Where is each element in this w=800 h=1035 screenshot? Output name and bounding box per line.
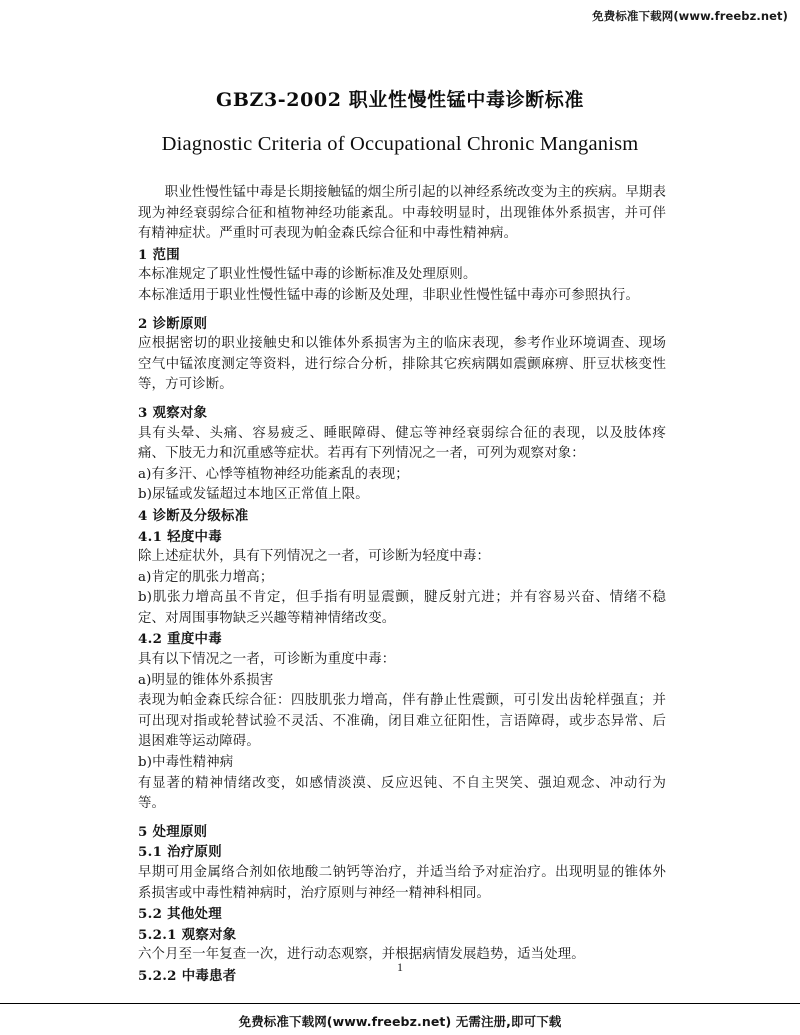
section-3-heading: 3 观察对象: [138, 404, 208, 421]
top-watermark-banner: 免费标准下载网(www.freebz.net): [592, 9, 788, 23]
section-1-heading: 1 范围: [138, 246, 180, 263]
section-1-paragraph-2: 本标准适用于职业性慢性锰中毒的诊断及处理，非职业性慢性锰中毒亦可参照执行。: [138, 287, 640, 303]
section-3-paragraph-1: 具有头晕、头痛、容易疲乏、睡眠障碍、健忘等神经衰弱综合征的表现，以及肢体疼痛、下肢无力和沉重感等症状。若再有下列情况之一者，可列为观察对象：: [138, 425, 666, 462]
section-5-1-heading: 5.1 治疗原则: [138, 844, 222, 861]
section-2-paragraph-1: 应根据密切的职业接触史和以锥体外系损害为主的临床表现，参考作业环境调查、现场空气中锰浓度测定等资料，进行综合分析，排除其它疾病隅如震颤麻痹、肝豆状核变性等，方可诊断。: [138, 336, 666, 393]
section-4-1-item-b: b)肌张力增高虽不肯定，但手指有明显震颤，腱反射亢进；并有容易兴奋、情绪不稳定、对周围事物缺乏兴趣等精神情绪改变。: [138, 590, 666, 626]
section-5-heading: 5 处理原则: [138, 823, 208, 840]
section-5-2-1-paragraph-1: 六个月至一年复查一次，进行动态观察，并根据病情发展趋势，适当处理。: [138, 947, 585, 963]
section-4-2-heading: 4.2 重度中毒: [138, 631, 222, 648]
section-3-item-a: a)有多汗、心悸等植物神经功能紊乱的表现；: [138, 466, 409, 482]
section-5-2-heading: 5.2 其他处理: [138, 906, 222, 923]
title-block: [0, 88, 800, 157]
section-4-1-paragraph-1: 除上述症状外，具有下列情况之一者，可诊断为轻度中毒：: [138, 549, 491, 565]
section-4-2-item-a: a)明显的锥体外系损害: [138, 672, 274, 688]
section-5-2-2-heading: 5.2.2 中毒患者: [138, 967, 237, 984]
intro-paragraph: 职业性慢性锰中毒是长期接触锰的烟尘所引起的以神经系统改变为主的疾病。早期表现为神经衰弱综合征和植物神经功能紊乱。中毒较明显时，出现锥体外系损害，并可伴有精神症状。严重时可表现为帕金森氏综合征和中毒性精神病。: [138, 185, 666, 242]
section-5-2-1-heading: 5.2.1 观察对象: [138, 926, 237, 943]
section-4-2-paragraph-1: 具有以下情况之一者，可诊断为重度中毒：: [138, 652, 396, 668]
section-4-2-item-b-detail: 有显著的精神情绪改变，如感情淡漠、反应迟钝、不自主哭笑、强迫观念、冲动行为等。: [138, 775, 666, 812]
section-5-1-paragraph-1: 早期可用金属络合剂如依地酸二钠钙等治疗，并适当给予对症治疗。出现明显的锥体外系损害或中毒性精神病时，治疗原则与神经一精神科相同。: [138, 865, 666, 901]
section-1-paragraph-1: 本标准规定了职业性慢性锰中毒的诊断标准及处理原则。: [138, 267, 477, 283]
document-title-english: Diagnostic Criteria of Occupational Chronic Manganism: [161, 132, 639, 155]
bottom-watermark-banner: 免费标准下载网(www.freebz.net) 无需注册,即可下载: [238, 1014, 562, 1029]
footer-divider: [0, 1003, 800, 1004]
section-4-2-item-b: b)中毒性精神病: [138, 755, 234, 771]
section-4-heading: 4 诊断及分级标准: [138, 507, 249, 524]
section-4-2-item-a-detail: 表现为帕金森氏综合征：四肢肌张力增高，伴有静止性震颤，可引发出齿轮样强直；并可出现对指或轮替试验不灵活、不准确，闭目难立征阳性，言语障碍，或步态异常、后退困难等运动障碍。: [138, 693, 666, 750]
section-3-item-b: b)尿锰或发锰超过本地区正常值上限。: [138, 487, 369, 503]
section-4-1-item-a: a)肯定的肌张力增高；: [138, 569, 274, 585]
page-number: 1: [397, 960, 403, 974]
section-2-heading: 2 诊断原则: [138, 315, 208, 332]
section-4-1-heading: 4.1 轻度中毒: [138, 528, 222, 545]
document-body: [138, 183, 666, 987]
document-title-chinese: GBZ3-2002 职业性慢性锰中毒诊断标准: [216, 89, 584, 111]
